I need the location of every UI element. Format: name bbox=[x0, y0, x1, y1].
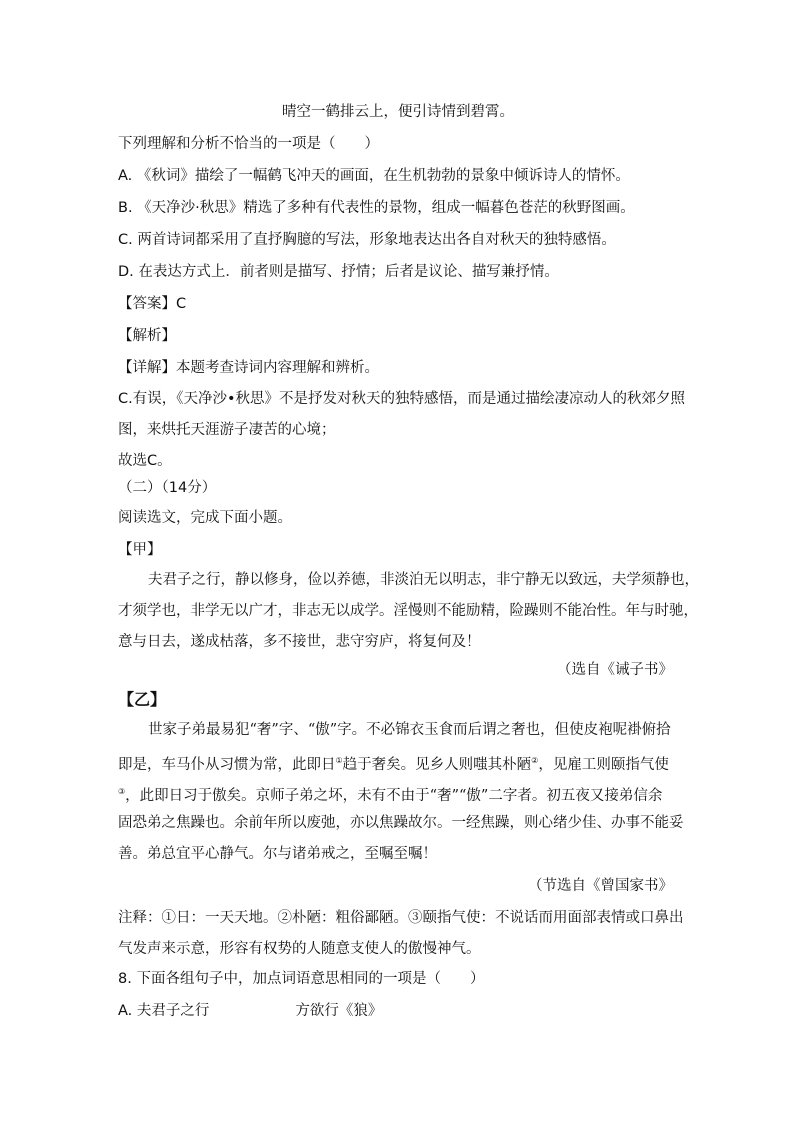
option-c: C. 两首诗词都采用了直抒胸臆的写法，形象地表达出各自对秋天的独特感悟。 bbox=[118, 232, 616, 248]
passage-jia-line-2: 才须学也，非学无以广才，非志无以成学。淫慢则不能励精，险躁则不能冶性。年与时驰， bbox=[118, 603, 698, 619]
passage-yi-line-3 bbox=[118, 782, 678, 806]
note-2-marker: ② bbox=[531, 756, 539, 765]
option-b: B. 《天净沙·秋思》精选了多种有代表性的景物，组成一幅暮色苍茫的秋野图画。 bbox=[118, 200, 635, 216]
passage-yi-line-1: 世家子弟最易犯“奢”字、“傲”字。不必锦衣玉食而后谓之奢也，但使皮袍呢褂俯拾 bbox=[148, 722, 671, 738]
passage-yi-line-2-part-a: 即是，车马仆从习惯为常，此即日 bbox=[118, 757, 336, 773]
note-1-marker: ① bbox=[335, 756, 343, 765]
notes-line-2: 气发声来示意，形容有权势的人随意支使人的傲慢神气。 bbox=[118, 941, 481, 957]
choice-conclusion: 故选C。 bbox=[118, 453, 172, 469]
passage-jia-line-3: 意与日去，遂成枯落，多不接世，悲守穷庐，将复何及！ bbox=[118, 634, 481, 650]
analysis-label: 【解析】 bbox=[118, 328, 176, 344]
option-a: A. 《秋词》描绘了一幅鹤飞冲天的画面，在生机勃勃的景象中倾诉诗人的情怀。 bbox=[118, 168, 630, 184]
passage-yi-line-2 bbox=[118, 751, 678, 775]
passage-yi-line-4: 固恐弟之焦躁也。余前年所以废弛，亦以焦躁故尔。一经焦躁，则心绪少佳、办事不能妥 bbox=[118, 815, 684, 831]
option-d: D. 在表达方式上．前者则是描写、抒情；后者是议论、描写兼抒情。 bbox=[118, 264, 559, 280]
section-heading: （二）（14分） bbox=[118, 480, 217, 496]
passage-yi-line-5: 善。弟总宜平心静气。尔与诸弟戒之，至嘱至嘱！ bbox=[118, 846, 437, 862]
passage-jia-label: 【甲】 bbox=[118, 542, 162, 558]
passage-jia-source: （选自《诫子书》 bbox=[557, 662, 673, 678]
option-a-left: A. 夫君子之行 bbox=[118, 1003, 210, 1019]
section-instruction: 阅读选文，完成下面小题。 bbox=[118, 510, 292, 526]
question-8-stem: 8. 下面各组句子中，加点词语意思相同的一项是（ ） bbox=[118, 971, 485, 987]
question-8-option-a bbox=[118, 1001, 678, 1021]
option-a-right: 方欲行《狼》 bbox=[295, 1003, 383, 1019]
passage-yi-label: 【乙】 bbox=[118, 690, 167, 709]
answer-label: 【答案】C bbox=[118, 296, 187, 312]
explanation-line-1: C.有误，《天净沙•秋思》不是抒发对秋天的独特感悟，而是通过描绘凄凉动人的秋郊夕照 bbox=[118, 391, 686, 407]
passage-yi-line-2-part-c: ，见雇工则颐指气使 bbox=[538, 757, 669, 773]
passage-yi-source: （节选自《曾国家书》 bbox=[528, 878, 673, 894]
note-3-marker: ③ bbox=[118, 787, 126, 796]
explanation-line-2: 图，来烘托天涯游子凄苦的心境； bbox=[118, 422, 336, 438]
passage-yi-line-2-part-b: 趋于奢矣。见乡人则嗤其朴陋 bbox=[342, 757, 532, 773]
poem-line: 晴空一鹤排云上，便引诗情到碧霄。 bbox=[282, 104, 514, 120]
detail-text: 【详解】本题考查诗词内容理解和辨析。 bbox=[118, 360, 379, 376]
question-7-stem: 下列理解和分析不恰当的一项是（ ） bbox=[118, 136, 379, 152]
passage-yi-line-3-text: ，此即日习于傲矣。京师子弟之坏，未有不由于“奢”“傲”二字者。初五夜又接弟信余 bbox=[125, 788, 663, 804]
notes-line-1: 注释：①日：一天天地。②朴陋：粗俗鄙陋。③颐指气使：不说话而用面部表情或口鼻出 bbox=[118, 910, 684, 926]
passage-jia-line-1: 夫君子之行，静以修身，俭以养德，非淡泊无以明志，非宁静无以致远，夫学须静也， bbox=[148, 572, 699, 588]
